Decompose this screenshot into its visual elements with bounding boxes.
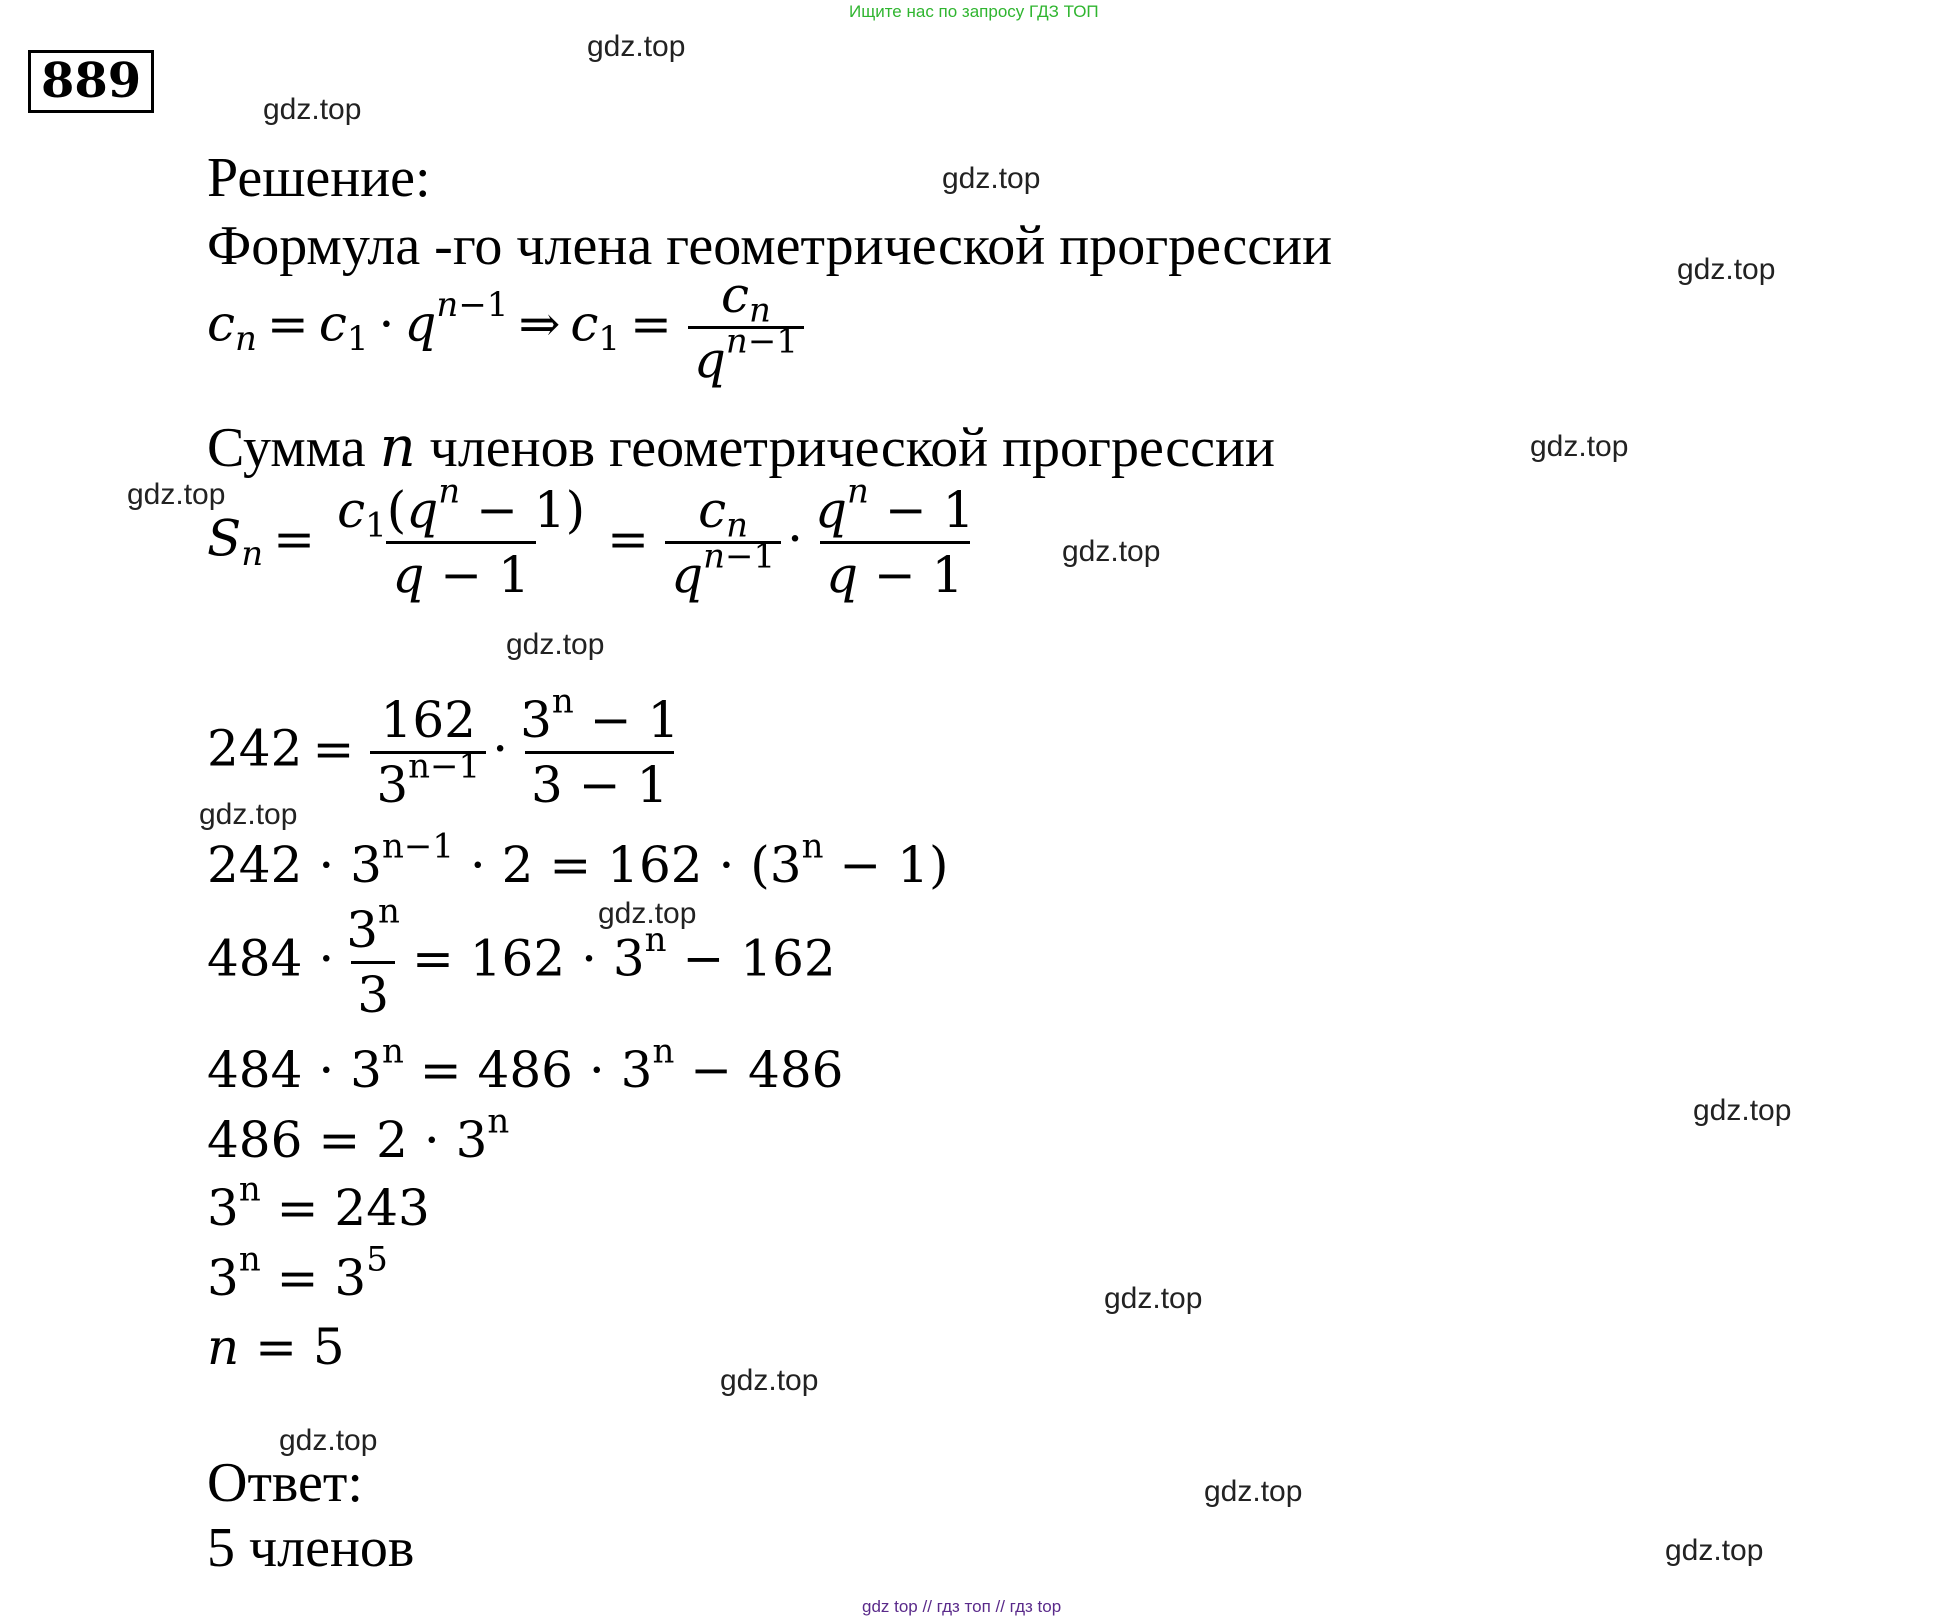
solution-heading: Решение:: [207, 147, 431, 209]
watermark: gdz.top: [720, 1364, 819, 1397]
sum-heading-var: n: [379, 415, 416, 480]
step-5: $486 = 2 \cdot 3^n$: [207, 1101, 510, 1169]
step-3: 484 · $\frac{3^n}{3}$ = $162 \cdot 3^n - 162$: [207, 891, 836, 1024]
watermark: gdz.top: [1530, 430, 1629, 463]
sum-heading-post: членов геометрической прогрессии: [429, 417, 1275, 479]
watermark: gdz.top: [1677, 253, 1776, 286]
sum-formula: $S_n$ = $\frac{c_1(q^n - 1)}{q - 1}$ = $\frac{c_n}{q^{n-1}}$ · $\frac{q^n - 1}{q - 1}$: [207, 471, 975, 604]
watermark: gdz.top: [1204, 1475, 1303, 1508]
footer-links[interactable]: gdz top // гдз топ // гдз top: [862, 1597, 1062, 1616]
step-7: $3^n = 3^5$: [207, 1239, 388, 1307]
nth-term-formula: $c_n = c_1 \cdot q^{n-1}$ ⇒ $c_1$ = $\frac{c_n}{q^{n-1}}$: [207, 270, 810, 385]
watermark: gdz.top: [598, 897, 697, 930]
top-banner[interactable]: Ищите нас по запросу ГДЗ ТОП: [849, 2, 1099, 21]
watermark: gdz.top: [1665, 1534, 1764, 1567]
watermark: gdz.top: [587, 30, 686, 63]
watermark: gdz.top: [1104, 1282, 1203, 1315]
step-6: $3^n = 243$: [207, 1169, 430, 1237]
answer-heading: Ответ:: [207, 1452, 363, 1514]
step-1: 242 = $\frac{162}{3^{n-1}}$ · $\frac{3^n - 1}{3 - 1}$: [207, 681, 680, 814]
watermark: gdz.top: [506, 628, 605, 661]
answer-value: 5 членов: [207, 1517, 415, 1579]
watermark: gdz.top: [263, 93, 362, 126]
formula-heading: Формула -го члена геометрической прогрессии: [207, 215, 1333, 277]
watermark: gdz.top: [279, 1424, 378, 1457]
watermark: gdz.top: [1062, 535, 1161, 568]
watermark: gdz.top: [942, 162, 1041, 195]
step-2: $242 \cdot 3^{n-1} \cdot 2 = 162 \cdot (3^n - 1)$: [207, 826, 949, 894]
sum-heading-pre: Сумма: [207, 417, 366, 479]
step-8: n = 5: [207, 1318, 345, 1376]
watermark: gdz.top: [199, 798, 298, 831]
watermark: gdz.top: [1693, 1094, 1792, 1127]
sum-heading: [207, 415, 1275, 480]
step-4: $484 \cdot 3^n = 486 \cdot 3^n - 486$: [207, 1031, 844, 1099]
problem-number: 889: [28, 50, 154, 113]
watermark: gdz.top: [127, 478, 226, 511]
